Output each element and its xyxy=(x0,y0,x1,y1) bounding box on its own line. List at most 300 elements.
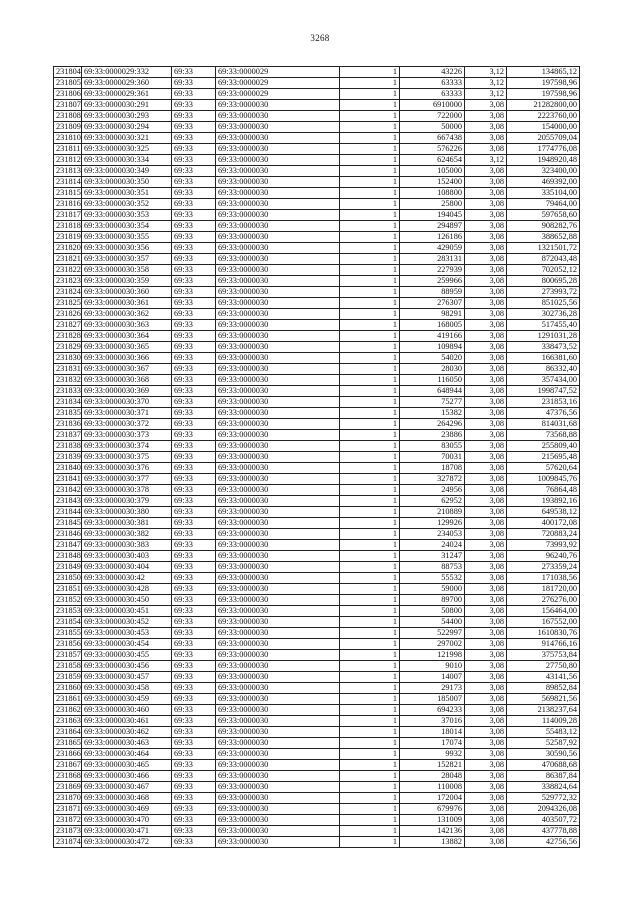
table-row xyxy=(54,67,580,78)
rate-cell: 3,08 xyxy=(465,771,507,782)
cadastral-quarter-cell: 69:33:0000030 xyxy=(216,419,340,430)
district-code-cell: 69:33 xyxy=(172,705,216,716)
count-cell: 1 xyxy=(340,364,400,375)
count-cell: 1 xyxy=(340,342,400,353)
district-code-cell: 69:33 xyxy=(172,650,216,661)
rate-cell: 3,08 xyxy=(465,529,507,540)
table-row xyxy=(54,309,580,320)
district-code-cell: 69:33 xyxy=(172,78,216,89)
row-index-cell: 231849 xyxy=(54,562,82,573)
cadastral-number-cell: 69:33:0000030:378 xyxy=(82,485,172,496)
cadastral-quarter-cell: 69:33:0000030 xyxy=(216,837,340,848)
count-cell: 1 xyxy=(340,628,400,639)
count-cell: 1 xyxy=(340,518,400,529)
row-index-cell: 231839 xyxy=(54,452,82,463)
count-cell: 1 xyxy=(340,727,400,738)
cadastral-number-cell: 69:33:0000029:332 xyxy=(82,67,172,78)
table-row xyxy=(54,375,580,386)
district-code-cell: 69:33 xyxy=(172,771,216,782)
row-index-cell: 231814 xyxy=(54,177,82,188)
district-code-cell: 69:33 xyxy=(172,309,216,320)
cadastral-number-cell: 69:33:0000030:471 xyxy=(82,826,172,837)
cadastral-number-cell: 69:33:0000030:291 xyxy=(82,100,172,111)
rate-cell: 3,08 xyxy=(465,705,507,716)
cadastral-number-cell: 69:33:0000030:463 xyxy=(82,738,172,749)
rate-cell: 3,08 xyxy=(465,221,507,232)
row-index-cell: 231842 xyxy=(54,485,82,496)
count-cell: 1 xyxy=(340,298,400,309)
cadastral-number-cell: 69:33:0000030:293 xyxy=(82,111,172,122)
district-code-cell: 69:33 xyxy=(172,265,216,276)
district-code-cell: 69:33 xyxy=(172,661,216,672)
cadastral-quarter-cell: 69:33:0000030 xyxy=(216,452,340,463)
value-cell: 193892,16 xyxy=(507,496,580,507)
row-index-cell: 231823 xyxy=(54,276,82,287)
district-code-cell: 69:33 xyxy=(172,155,216,166)
count-cell: 1 xyxy=(340,716,400,727)
row-index-cell: 231874 xyxy=(54,837,82,848)
table-row xyxy=(54,452,580,463)
rate-cell: 3,08 xyxy=(465,474,507,485)
table-row xyxy=(54,386,580,397)
area-cell: 116050 xyxy=(400,375,465,386)
rate-cell: 3,08 xyxy=(465,749,507,760)
value-cell: 2055709,04 xyxy=(507,133,580,144)
area-cell: 13882 xyxy=(400,837,465,848)
cadastral-number-cell: 69:33:0000030:334 xyxy=(82,155,172,166)
cadastral-number-cell: 69:33:0000030:377 xyxy=(82,474,172,485)
row-index-cell: 231821 xyxy=(54,254,82,265)
district-code-cell: 69:33 xyxy=(172,232,216,243)
table-row xyxy=(54,485,580,496)
cadastral-quarter-cell: 69:33:0000030 xyxy=(216,375,340,386)
cadastral-quarter-cell: 69:33:0000030 xyxy=(216,133,340,144)
rate-cell: 3,08 xyxy=(465,617,507,628)
area-cell: 152821 xyxy=(400,760,465,771)
cadastral-number-cell: 69:33:0000030:462 xyxy=(82,727,172,738)
cadastral-quarter-cell: 69:33:0000030 xyxy=(216,562,340,573)
rate-cell: 3,08 xyxy=(465,804,507,815)
cadastral-number-cell: 69:33:0000030:450 xyxy=(82,595,172,606)
count-cell: 1 xyxy=(340,474,400,485)
rate-cell: 3,08 xyxy=(465,320,507,331)
cadastral-quarter-cell: 69:33:0000030 xyxy=(216,199,340,210)
count-cell: 1 xyxy=(340,650,400,661)
value-cell: 79464,00 xyxy=(507,199,580,210)
cadastral-quarter-cell: 69:33:0000030 xyxy=(216,254,340,265)
row-index-cell: 231855 xyxy=(54,628,82,639)
district-code-cell: 69:33 xyxy=(172,133,216,144)
row-index-cell: 231825 xyxy=(54,298,82,309)
row-index-cell: 231819 xyxy=(54,232,82,243)
district-code-cell: 69:33 xyxy=(172,67,216,78)
cadastral-number-cell: 69:33:0000030:361 xyxy=(82,298,172,309)
district-code-cell: 69:33 xyxy=(172,463,216,474)
area-cell: 29173 xyxy=(400,683,465,694)
table-row xyxy=(54,331,580,342)
area-cell: 43226 xyxy=(400,67,465,78)
cadastral-quarter-cell: 69:33:0000030 xyxy=(216,342,340,353)
district-code-cell: 69:33 xyxy=(172,639,216,650)
count-cell: 1 xyxy=(340,485,400,496)
rate-cell: 3,08 xyxy=(465,683,507,694)
table-row xyxy=(54,430,580,441)
count-cell: 1 xyxy=(340,606,400,617)
count-cell: 1 xyxy=(340,595,400,606)
area-cell: 18014 xyxy=(400,727,465,738)
count-cell: 1 xyxy=(340,793,400,804)
area-cell: 9010 xyxy=(400,661,465,672)
count-cell: 1 xyxy=(340,430,400,441)
cadastral-quarter-cell: 69:33:0000030 xyxy=(216,749,340,760)
cadastral-quarter-cell: 69:33:0000030 xyxy=(216,573,340,584)
table-row xyxy=(54,199,580,210)
value-cell: 338473,52 xyxy=(507,342,580,353)
table-row xyxy=(54,518,580,529)
rate-cell: 3,08 xyxy=(465,386,507,397)
count-cell: 1 xyxy=(340,815,400,826)
row-index-cell: 231824 xyxy=(54,287,82,298)
cadastral-number-cell: 69:33:0000030:380 xyxy=(82,507,172,518)
cadastral-quarter-cell: 69:33:0000030 xyxy=(216,584,340,595)
district-code-cell: 69:33 xyxy=(172,397,216,408)
table-row xyxy=(54,826,580,837)
district-code-cell: 69:33 xyxy=(172,496,216,507)
value-cell: 323400,00 xyxy=(507,166,580,177)
value-cell: 96240,76 xyxy=(507,551,580,562)
cadastral-number-cell: 69:33:0000030:468 xyxy=(82,793,172,804)
row-index-cell: 231865 xyxy=(54,738,82,749)
district-code-cell: 69:33 xyxy=(172,441,216,452)
cadastral-number-cell: 69:33:0000030:470 xyxy=(82,815,172,826)
value-cell: 276276,00 xyxy=(507,595,580,606)
value-cell: 154000,00 xyxy=(507,122,580,133)
row-index-cell: 231815 xyxy=(54,188,82,199)
value-cell: 597658,60 xyxy=(507,210,580,221)
rate-cell: 3,08 xyxy=(465,199,507,210)
row-index-cell: 231810 xyxy=(54,133,82,144)
count-cell: 1 xyxy=(340,496,400,507)
row-index-cell: 231834 xyxy=(54,397,82,408)
cadastral-quarter-cell: 69:33:0000030 xyxy=(216,243,340,254)
count-cell: 1 xyxy=(340,188,400,199)
district-code-cell: 69:33 xyxy=(172,507,216,518)
district-code-cell: 69:33 xyxy=(172,408,216,419)
value-cell: 167552,00 xyxy=(507,617,580,628)
district-code-cell: 69:33 xyxy=(172,474,216,485)
cadastral-quarter-cell: 69:33:0000030 xyxy=(216,760,340,771)
table-row xyxy=(54,749,580,760)
district-code-cell: 69:33 xyxy=(172,452,216,463)
cadastral-quarter-cell: 69:33:0000029 xyxy=(216,67,340,78)
district-code-cell: 69:33 xyxy=(172,837,216,848)
table-row xyxy=(54,122,580,133)
value-cell: 338824,64 xyxy=(507,782,580,793)
cadastral-number-cell: 69:33:0000030:456 xyxy=(82,661,172,672)
count-cell: 1 xyxy=(340,67,400,78)
value-cell: 702052,12 xyxy=(507,265,580,276)
area-cell: 23886 xyxy=(400,430,465,441)
cadastral-number-cell: 69:33:0000030:366 xyxy=(82,353,172,364)
table-row xyxy=(54,771,580,782)
cadastral-quarter-cell: 69:33:0000030 xyxy=(216,507,340,518)
cadastral-quarter-cell: 69:33:0000030 xyxy=(216,474,340,485)
row-index-cell: 231862 xyxy=(54,705,82,716)
rate-cell: 3,08 xyxy=(465,309,507,320)
rate-cell: 3,08 xyxy=(465,463,507,474)
area-cell: 89700 xyxy=(400,595,465,606)
count-cell: 1 xyxy=(340,210,400,221)
area-cell: 276307 xyxy=(400,298,465,309)
count-cell: 1 xyxy=(340,694,400,705)
cadastral-number-cell: 69:33:0000030:364 xyxy=(82,331,172,342)
cadastral-quarter-cell: 69:33:0000030 xyxy=(216,518,340,529)
value-cell: 914766,16 xyxy=(507,639,580,650)
cadastral-quarter-cell: 69:33:0000030 xyxy=(216,672,340,683)
district-code-cell: 69:33 xyxy=(172,793,216,804)
count-cell: 1 xyxy=(340,738,400,749)
cadastral-number-cell: 69:33:0000030:373 xyxy=(82,430,172,441)
row-index-cell: 231818 xyxy=(54,221,82,232)
count-cell: 1 xyxy=(340,782,400,793)
count-cell: 1 xyxy=(340,375,400,386)
cadastral-quarter-cell: 69:33:0000030 xyxy=(216,155,340,166)
row-index-cell: 231848 xyxy=(54,551,82,562)
cadastral-number-cell: 69:33:0000030:363 xyxy=(82,320,172,331)
cadastral-quarter-cell: 69:33:0000030 xyxy=(216,122,340,133)
count-cell: 1 xyxy=(340,100,400,111)
value-cell: 86332,40 xyxy=(507,364,580,375)
district-code-cell: 69:33 xyxy=(172,672,216,683)
cadastral-number-cell: 69:33:0000030:464 xyxy=(82,749,172,760)
value-cell: 2138237,64 xyxy=(507,705,580,716)
area-cell: 234053 xyxy=(400,529,465,540)
count-cell: 1 xyxy=(340,837,400,848)
cadastral-quarter-cell: 69:33:0000030 xyxy=(216,628,340,639)
rate-cell: 3,08 xyxy=(465,397,507,408)
count-cell: 1 xyxy=(340,507,400,518)
area-cell: 54020 xyxy=(400,353,465,364)
table-row xyxy=(54,254,580,265)
area-cell: 297002 xyxy=(400,639,465,650)
cadastral-quarter-cell: 69:33:0000030 xyxy=(216,397,340,408)
cadastral-number-cell: 69:33:0000030:321 xyxy=(82,133,172,144)
value-cell: 52587,92 xyxy=(507,738,580,749)
table-row xyxy=(54,584,580,595)
value-cell: 529772,32 xyxy=(507,793,580,804)
rate-cell: 3,08 xyxy=(465,826,507,837)
row-index-cell: 231858 xyxy=(54,661,82,672)
area-cell: 694233 xyxy=(400,705,465,716)
row-index-cell: 231853 xyxy=(54,606,82,617)
cadastral-quarter-cell: 69:33:0000030 xyxy=(216,441,340,452)
table-row xyxy=(54,232,580,243)
rate-cell: 3,08 xyxy=(465,364,507,375)
value-cell: 400172,08 xyxy=(507,518,580,529)
area-cell: 105000 xyxy=(400,166,465,177)
cadastral-number-cell: 69:33:0000030:353 xyxy=(82,210,172,221)
cadastral-quarter-cell: 69:33:0000030 xyxy=(216,221,340,232)
row-index-cell: 231835 xyxy=(54,408,82,419)
count-cell: 1 xyxy=(340,309,400,320)
cadastral-quarter-cell: 69:33:0000030 xyxy=(216,595,340,606)
value-cell: 89852,84 xyxy=(507,683,580,694)
value-cell: 908282,76 xyxy=(507,221,580,232)
rate-cell: 3,08 xyxy=(465,232,507,243)
area-cell: 108800 xyxy=(400,188,465,199)
value-cell: 273359,24 xyxy=(507,562,580,573)
district-code-cell: 69:33 xyxy=(172,815,216,826)
cadastral-quarter-cell: 69:33:0000030 xyxy=(216,111,340,122)
district-code-cell: 69:33 xyxy=(172,342,216,353)
district-code-cell: 69:33 xyxy=(172,386,216,397)
rate-cell: 3,08 xyxy=(465,188,507,199)
value-cell: 181720,00 xyxy=(507,584,580,595)
cadastral-quarter-cell: 69:33:0000030 xyxy=(216,826,340,837)
cadastral-number-cell: 69:33:0000030:461 xyxy=(82,716,172,727)
row-index-cell: 231868 xyxy=(54,771,82,782)
table-row xyxy=(54,540,580,551)
cadastral-quarter-cell: 69:33:0000030 xyxy=(216,408,340,419)
cadastral-number-cell: 69:33:0000030:403 xyxy=(82,551,172,562)
table-row xyxy=(54,144,580,155)
area-cell: 31247 xyxy=(400,551,465,562)
count-cell: 1 xyxy=(340,452,400,463)
value-cell: 872043,48 xyxy=(507,254,580,265)
area-cell: 722000 xyxy=(400,111,465,122)
district-code-cell: 69:33 xyxy=(172,760,216,771)
value-cell: 437778,88 xyxy=(507,826,580,837)
area-cell: 24956 xyxy=(400,485,465,496)
table-row xyxy=(54,507,580,518)
rate-cell: 3,08 xyxy=(465,342,507,353)
value-cell: 21282800,00 xyxy=(507,100,580,111)
value-cell: 388652,88 xyxy=(507,232,580,243)
district-code-cell: 69:33 xyxy=(172,804,216,815)
area-cell: 110008 xyxy=(400,782,465,793)
value-cell: 73993,92 xyxy=(507,540,580,551)
cadastral-number-cell: 69:33:0000030:381 xyxy=(82,518,172,529)
table-row xyxy=(54,243,580,254)
row-index-cell: 231861 xyxy=(54,694,82,705)
table-body xyxy=(54,67,580,848)
rate-cell: 3,08 xyxy=(465,276,507,287)
value-cell: 73568,88 xyxy=(507,430,580,441)
page-number: 3268 xyxy=(310,33,330,43)
cadastral-quarter-cell: 69:33:0000030 xyxy=(216,265,340,276)
cadastral-quarter-cell: 69:33:0000030 xyxy=(216,309,340,320)
rate-cell: 3,08 xyxy=(465,254,507,265)
area-cell: 126186 xyxy=(400,232,465,243)
district-code-cell: 69:33 xyxy=(172,716,216,727)
count-cell: 1 xyxy=(340,826,400,837)
cadastral-number-cell: 69:33:0000030:459 xyxy=(82,694,172,705)
row-index-cell: 231872 xyxy=(54,815,82,826)
table-row xyxy=(54,78,580,89)
value-cell: 42756,56 xyxy=(507,837,580,848)
area-cell: 185007 xyxy=(400,694,465,705)
district-code-cell: 69:33 xyxy=(172,320,216,331)
cadastral-number-cell: 69:33:0000030:294 xyxy=(82,122,172,133)
row-index-cell: 231826 xyxy=(54,309,82,320)
cadastral-quarter-cell: 69:33:0000030 xyxy=(216,298,340,309)
count-cell: 1 xyxy=(340,760,400,771)
count-cell: 1 xyxy=(340,408,400,419)
count-cell: 1 xyxy=(340,386,400,397)
area-cell: 131009 xyxy=(400,815,465,826)
count-cell: 1 xyxy=(340,276,400,287)
rate-cell: 3,08 xyxy=(465,430,507,441)
rate-cell: 3,08 xyxy=(465,562,507,573)
table-row xyxy=(54,683,580,694)
rate-cell: 3,08 xyxy=(465,551,507,562)
district-code-cell: 69:33 xyxy=(172,584,216,595)
district-code-cell: 69:33 xyxy=(172,298,216,309)
rate-cell: 3,08 xyxy=(465,133,507,144)
area-cell: 28048 xyxy=(400,771,465,782)
row-index-cell: 231817 xyxy=(54,210,82,221)
rate-cell: 3,08 xyxy=(465,441,507,452)
area-cell: 70031 xyxy=(400,452,465,463)
table-row xyxy=(54,617,580,628)
cadastral-quarter-cell: 69:33:0000030 xyxy=(216,320,340,331)
district-code-cell: 69:33 xyxy=(172,166,216,177)
cadastral-quarter-cell: 69:33:0000030 xyxy=(216,540,340,551)
value-cell: 1774776,08 xyxy=(507,144,580,155)
cadastral-number-cell: 69:33:0000030:453 xyxy=(82,628,172,639)
cadastral-quarter-cell: 69:33:0000030 xyxy=(216,617,340,628)
row-index-cell: 231820 xyxy=(54,243,82,254)
area-cell: 55532 xyxy=(400,573,465,584)
cadastral-number-cell: 69:33:0000030:371 xyxy=(82,408,172,419)
value-cell: 76864,48 xyxy=(507,485,580,496)
area-cell: 121998 xyxy=(400,650,465,661)
rate-cell: 3,08 xyxy=(465,573,507,584)
rate-cell: 3,08 xyxy=(465,815,507,826)
row-index-cell: 231811 xyxy=(54,144,82,155)
cadastral-quarter-cell: 69:33:0000030 xyxy=(216,144,340,155)
table-row xyxy=(54,529,580,540)
cadastral-quarter-cell: 69:33:0000030 xyxy=(216,683,340,694)
count-cell: 1 xyxy=(340,166,400,177)
area-cell: 18708 xyxy=(400,463,465,474)
area-cell: 294897 xyxy=(400,221,465,232)
cadastral-number-cell: 69:33:0000030:357 xyxy=(82,254,172,265)
area-cell: 648944 xyxy=(400,386,465,397)
row-index-cell: 231863 xyxy=(54,716,82,727)
cadastral-quarter-cell: 69:33:0000030 xyxy=(216,496,340,507)
district-code-cell: 69:33 xyxy=(172,419,216,430)
count-cell: 1 xyxy=(340,232,400,243)
cadastral-number-cell: 69:33:0000030:451 xyxy=(82,606,172,617)
rate-cell: 3,08 xyxy=(465,100,507,111)
area-cell: 429059 xyxy=(400,243,465,254)
count-cell: 1 xyxy=(340,749,400,760)
cadastral-number-cell: 69:33:0000030:469 xyxy=(82,804,172,815)
cadastral-number-cell: 69:33:0000030:428 xyxy=(82,584,172,595)
count-cell: 1 xyxy=(340,254,400,265)
row-index-cell: 231805 xyxy=(54,78,82,89)
rate-cell: 3,08 xyxy=(465,177,507,188)
table-row xyxy=(54,188,580,199)
area-cell: 522997 xyxy=(400,628,465,639)
value-cell: 2223760,00 xyxy=(507,111,580,122)
table-row xyxy=(54,815,580,826)
cadastral-quarter-cell: 69:33:0000030 xyxy=(216,771,340,782)
row-index-cell: 231822 xyxy=(54,265,82,276)
cadastral-number-cell: 69:33:0000030:362 xyxy=(82,309,172,320)
rate-cell: 3,08 xyxy=(465,518,507,529)
